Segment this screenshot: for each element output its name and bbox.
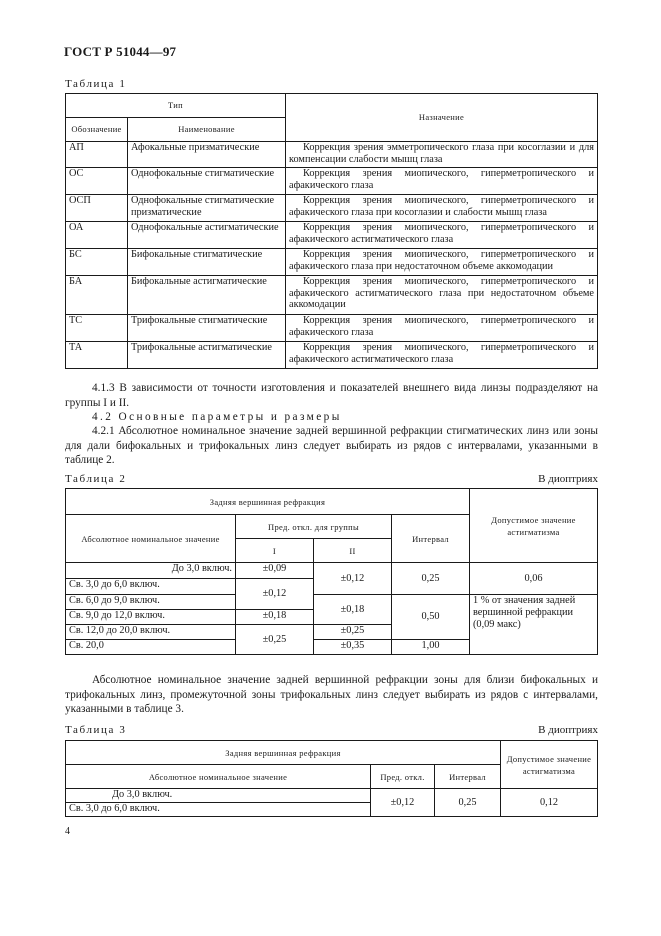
table2 bbox=[65, 488, 598, 655]
row-code: БА bbox=[66, 276, 128, 315]
table-row bbox=[66, 142, 598, 168]
row-range: Св. 20,0 bbox=[66, 640, 236, 655]
row-name: Бифокальные астигматические bbox=[128, 276, 286, 315]
table3-unit: В диоптриях bbox=[538, 724, 598, 736]
cell-dev-group-1: ±0,12 bbox=[236, 579, 314, 610]
cell-dev-group-2: ±0,25 bbox=[314, 625, 392, 640]
row-code: ТС bbox=[66, 315, 128, 342]
row-name: Трифокальные астигматические bbox=[128, 342, 286, 369]
row-range: Св. 3,0 до 6,0 включ. bbox=[66, 579, 236, 595]
row-purpose: Коррекция зрения миопического, гиперметропического и афакического глаза bbox=[286, 315, 598, 342]
table-row bbox=[66, 276, 598, 315]
cell-dev-group-2: ±0,35 bbox=[314, 640, 392, 655]
row-code: ТА bbox=[66, 342, 128, 369]
row-code: ОА bbox=[66, 222, 128, 249]
row-purpose: Коррекция зрения миопического, гиперметропического и афакического астигматического глаза bbox=[286, 342, 598, 369]
table-row bbox=[66, 563, 598, 579]
row-range: Св. 6,0 до 9,0 включ. bbox=[66, 595, 236, 610]
row-name: Бифокальные стигматические bbox=[128, 249, 286, 276]
cell-interval: 1,00 bbox=[392, 640, 470, 655]
table3-header-abs: Абсолютное номинальное значение bbox=[66, 765, 371, 789]
cell-dev-group-1: ±0,18 bbox=[236, 610, 314, 625]
table1-header-code: Обозначение bbox=[66, 118, 128, 142]
row-code: ОСП bbox=[66, 195, 128, 222]
row-name: Однофокальные астигматические bbox=[128, 222, 286, 249]
table2-header-astig: Допустимое значение астигматизма bbox=[470, 489, 598, 563]
table3-caption: Таблица 3 bbox=[65, 724, 127, 736]
row-purpose: Коррекция зрения миопического, гиперметропического и афакического астигматического глаза при недостаточном объеме аккомодации bbox=[286, 276, 598, 315]
row-purpose: Коррекция зрения миопического, гиперметропического и афакического глаза bbox=[286, 168, 598, 195]
row-range: Св. 9,0 до 12,0 включ. bbox=[66, 610, 236, 625]
table2-header-abs: Абсолютное номинальное значение bbox=[66, 515, 236, 563]
row-code: БС bbox=[66, 249, 128, 276]
table3-header-astig: Допустимое значение астигматизма bbox=[501, 741, 598, 789]
row-purpose: Коррекция зрения миопического, гиперметропического и афакического глаза при косоглазии и слабости мышц глаза bbox=[286, 195, 598, 222]
paragraph-4-2-1: 4.2.1 Абсолютное номинальное значение задней вершинной рефракции стигматических линз или зоны для дали бифокальных и трифокальных линз следует выбирать из рядов с интервалами, указанными в таблице 2. bbox=[65, 425, 598, 466]
table1-header-purpose: Назначение bbox=[286, 94, 598, 142]
table-row bbox=[66, 315, 598, 342]
table2-header-group-1: I bbox=[236, 539, 314, 563]
cell-interval: 0,50 bbox=[392, 595, 470, 640]
table1 bbox=[65, 93, 598, 369]
row-range: До 3,0 включ. bbox=[66, 563, 236, 579]
table-row bbox=[66, 342, 598, 369]
row-name: Однофокальные стигматические bbox=[128, 168, 286, 195]
table1-caption: Таблица 1 bbox=[65, 78, 127, 90]
table-row bbox=[66, 222, 598, 249]
table-row bbox=[66, 789, 598, 803]
row-purpose: Коррекция зрения эмметропического глаза при косоглазии и для компенсации слабости мышц глаза bbox=[286, 142, 598, 168]
row-purpose: Коррекция зрения миопического, гиперметропического и афакического глаза при недостаточном объеме аккомодации bbox=[286, 249, 598, 276]
row-code: ОС bbox=[66, 168, 128, 195]
cell-dev-group-1: ±0,09 bbox=[236, 563, 314, 579]
table1-header-name: Наименование bbox=[128, 118, 286, 142]
row-name: Однофокальные стигматические призматические bbox=[128, 195, 286, 222]
row-range: Св. 12,0 до 20,0 включ. bbox=[66, 625, 236, 640]
table2-unit: В диоптриях bbox=[538, 473, 598, 485]
table1-header-type: Тип bbox=[66, 94, 286, 118]
table2-header-refraction: Задняя вершинная рефракция bbox=[66, 489, 470, 515]
table3-header-refraction: Задняя вершинная рефракция bbox=[66, 741, 501, 765]
table3-header-dev: Пред. откл. bbox=[371, 765, 435, 789]
cell-dev: ±0,12 bbox=[371, 789, 435, 817]
table3 bbox=[65, 740, 598, 817]
section-heading-4-2: 4.2 Основные параметры и размеры bbox=[92, 411, 342, 423]
cell-dev-group-1: ±0,25 bbox=[236, 625, 314, 655]
table2-caption: Таблица 2 bbox=[65, 473, 127, 485]
table-row bbox=[66, 168, 598, 195]
row-range: Св. 3,0 до 6,0 включ. bbox=[66, 803, 371, 817]
table-row bbox=[66, 595, 598, 610]
row-name: Трифокальные стигматические bbox=[128, 315, 286, 342]
table-row bbox=[66, 249, 598, 276]
cell-astig: 0,12 bbox=[501, 789, 598, 817]
row-code: АП bbox=[66, 142, 128, 168]
cell-dev-group-2: ±0,12 bbox=[314, 563, 392, 595]
row-purpose: Коррекция зрения миопического, гиперметропического и афакического астигматического глаза bbox=[286, 222, 598, 249]
cell-astig: 0,06 bbox=[470, 563, 598, 595]
cell-interval: 0,25 bbox=[392, 563, 470, 595]
table2-header-group-2: II bbox=[314, 539, 392, 563]
row-name: Афокальные призматические bbox=[128, 142, 286, 168]
table2-header-dev: Пред. откл. для группы bbox=[236, 515, 392, 539]
cell-astig: 1 % от значения задней вершинной рефракции (0,09 макс) bbox=[470, 595, 598, 655]
document-header: ГОСТ Р 51044—97 bbox=[64, 44, 177, 59]
table2-header-interval: Интервал bbox=[392, 515, 470, 563]
cell-dev-group-2: ±0,18 bbox=[314, 595, 392, 625]
table-row bbox=[66, 195, 598, 222]
cell-interval: 0,25 bbox=[435, 789, 501, 817]
page-number: 4 bbox=[65, 826, 70, 837]
paragraph-table3-intro: Абсолютное номинальное значение задней вершинной рефракции зоны для близи бифокальных и трифокальных линз, промежуточной зоны трифокальных линз следует выбирать из рядов с интервалами, указанными в таблице 3. bbox=[65, 674, 598, 715]
row-range: До 3,0 включ. bbox=[66, 789, 371, 803]
table3-header-interval: Интервал bbox=[435, 765, 501, 789]
paragraph-4-1-3: 4.1.3 В зависимости от точности изготовления и показателей внешнего вида линзы подразделяют на группы I и II. bbox=[65, 382, 598, 409]
